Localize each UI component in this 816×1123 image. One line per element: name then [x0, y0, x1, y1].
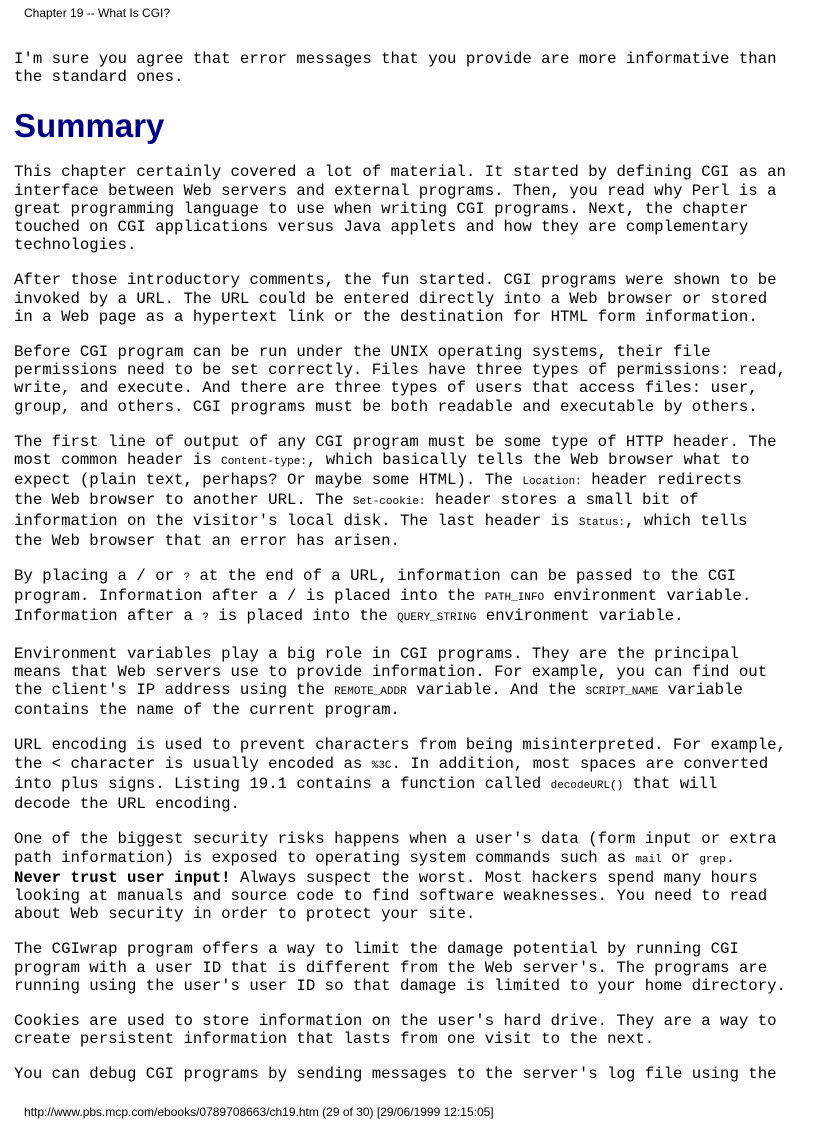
- code-term: QUERY_STRING: [397, 612, 477, 625]
- code-term: Location:: [522, 476, 582, 489]
- code-term: decodeURL(): [550, 779, 624, 792]
- paragraph-11: You can debug CGI programs by sending messages to the server's log file using the: [14, 1065, 777, 1084]
- code-term: grep: [699, 853, 726, 866]
- paragraph-4: The first line of output of any CGI program must be some type of HTTP header. The most common header is Content-type:, which basically tells the Web browser what to expect (plain text, perhaps? Or maybe some HTML). The Location: header redirects the Web browser to another URL. The Set-cookie: header stores a small bit of information on the visitor's local disk. The last header is Status:, which tells the Web browser that an error has arisen.: [14, 432, 777, 550]
- page-footer: http://www.pbs.mcp.com/ebooks/0789708663/ch19.htm (29 of 30) [29/06/1999 12:15:05]: [24, 1105, 494, 1119]
- code-term: PATH_INFO: [484, 592, 545, 605]
- code-term: ?: [202, 612, 209, 625]
- emphasis-text: Never trust user input!: [14, 868, 231, 887]
- code-term: REMOTE_ADDR: [334, 686, 407, 699]
- page-header: Chapter 19 -- What Is CGI?: [24, 6, 171, 20]
- paragraph-9: The CGIwrap program offers a way to limit the damage potential by running CGI program with a user ID that is different from the Web server's. The programs are running using the user's user ID so that damage is limited to your home directory.: [14, 940, 786, 995]
- code-term: SCRIPT_NAME: [585, 686, 659, 699]
- paragraph-1: This chapter certainly covered a lot of material. It started by defining CGI as an interface between Web servers and external programs. Then, you read why Perl is a great programming language to use when writing CGI programs. Next, the chapter touched on CGI applications versus Java applets and how they are complementary technologies.: [14, 163, 786, 255]
- code-term: Status:: [578, 516, 626, 529]
- paragraph-10: Cookies are used to store information on the user's hard drive. They are a way to create persistent information that lasts from one visit to the next.: [14, 1011, 777, 1049]
- paragraph-3: Before CGI program can be run under the UNIX operating systems, their file permissions need to be set correctly. Files have three types of permissions: read, write, and execute. And there are three types of users that access files: user, group, and others. CGI programs must be both readable and executable by others.: [14, 343, 786, 416]
- paragraph-5: By placing a / or ? at the end of a URL, information can be passed to the CGI program. Information after a / is placed into the PATH_INFO environment variable. Information after a ? is placed into the QUERY_STRING environment variable.: [14, 567, 752, 626]
- section-heading: Summary: [14, 107, 165, 145]
- intro-paragraph: I'm sure you agree that error messages that you provide are more informative than the standard ones.: [14, 50, 777, 87]
- code-term: Content-type:: [221, 456, 307, 469]
- paragraph-7: URL encoding is used to prevent characters from being misinterpreted. For example, the < character is usually encoded as %3C. In addition, most spaces are converted into plus signs. Listing 19.1 contains a function called decodeURL() that will decode the URL encoding.: [14, 736, 786, 814]
- code-term: %3C: [371, 759, 392, 772]
- paragraph-8: One of the biggest security risks happens when a user's data (form input or extra path information) is exposed to operating system commands such as mail or grep. Never trust user input! Always suspect the worst. Most hackers spend many hours looking at manuals and source code to find software weaknesses. You need to read about Web security in order to protect your site.: [14, 830, 777, 924]
- code-term: mail: [635, 853, 662, 866]
- paragraph-6: Environment variables play a big role in CGI programs. They are the principal means that Web servers use to provide information. For example, you can find out the client's IP address using the REMOTE_ADDR variable. And the SCRIPT_NAME variable contains the name of the current program.: [14, 644, 768, 720]
- paragraph-2: After those introductory comments, the fun started. CGI programs were shown to be invoked by a URL. The URL could be entered directly into a Web browser or stored in a Web page as a hypertext link or the destination for HTML form information.: [14, 271, 777, 326]
- document-body: [14, 50, 809, 1101]
- code-term: Set-cookie:: [352, 496, 426, 509]
- code-term: ?: [183, 572, 191, 585]
